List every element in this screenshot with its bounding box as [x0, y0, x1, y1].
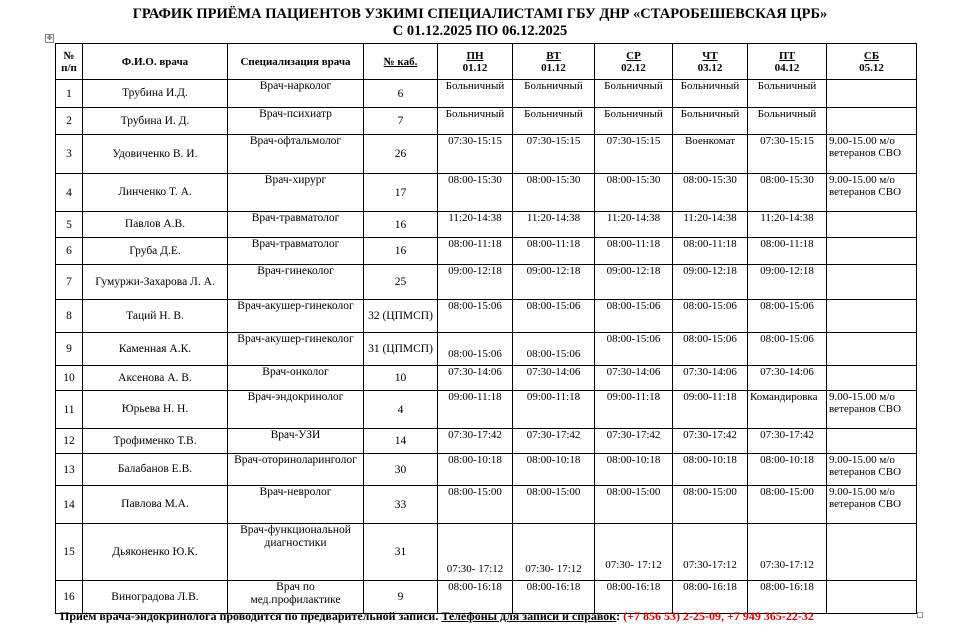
saturday-cell	[827, 300, 917, 333]
day-cell: 08:00-15:06	[513, 300, 595, 333]
day-cell: 08:00-15:30	[673, 174, 748, 212]
day-cell: 08:00-15:06	[595, 333, 673, 366]
day-cell: 08:00-15:06	[438, 333, 513, 366]
day-cell: Командировка	[748, 391, 827, 429]
row-num: 10	[56, 366, 83, 391]
day-cell: Больничный	[595, 80, 673, 108]
day-cell: 08:00-15:30	[595, 174, 673, 212]
day-cell: Больничный	[595, 108, 673, 135]
table-row	[56, 391, 917, 429]
row-num: 14	[56, 486, 83, 524]
day-cell: 07:30-17:42	[438, 429, 513, 454]
schedule-table	[55, 43, 917, 614]
day-cell: 09:00-12:18	[513, 265, 595, 300]
header-day-3: СР 02.12	[595, 44, 673, 80]
day-cell: 09:00-11:18	[595, 391, 673, 429]
day-cell: 08:00-15:00	[748, 486, 827, 524]
table-row	[56, 80, 917, 108]
day-cell: 08:00-11:18	[595, 238, 673, 265]
day-cell: 07:30-17:42	[748, 429, 827, 454]
day-cell: Больничный	[673, 80, 748, 108]
saturday-cell: 9.00-15.00 м/о ветеранов СВО	[827, 135, 917, 174]
footer-phones: (+7 856 53) 2-25-09, +7 949 365-22-32	[623, 609, 814, 623]
day-cell: Военкомат	[673, 135, 748, 174]
doctor-spec: Врач-акушер-гинеколог	[228, 333, 364, 366]
day-cell: 08:00-10:18	[748, 454, 827, 486]
doctor-spec: Врач-хирург	[228, 174, 364, 212]
saturday-cell	[827, 333, 917, 366]
room-number: 31	[364, 524, 438, 581]
day-cell: 11:20-14:38	[438, 212, 513, 238]
header-day-2: ВТ 01.12	[513, 44, 595, 80]
doctor-spec: Врач-травматолог	[228, 212, 364, 238]
row-num: 13	[56, 454, 83, 486]
day-cell: 08:00-16:18	[513, 581, 595, 614]
day-cell: 09:00-12:18	[748, 265, 827, 300]
day-cell: 07:30-14:06	[513, 366, 595, 391]
room-number: 4	[364, 391, 438, 429]
saturday-cell	[827, 429, 917, 454]
day-cell: 07:30-15:15	[595, 135, 673, 174]
row-num: 5	[56, 212, 83, 238]
doctor-spec: Врач-невролог	[228, 486, 364, 524]
day-cell: 07:30-17:42	[673, 429, 748, 454]
day-cell: 08:00-15:06	[748, 333, 827, 366]
day-cell: 08:00-11:18	[513, 238, 595, 265]
row-num: 6	[56, 238, 83, 265]
day-cell: 09:00-11:18	[513, 391, 595, 429]
day-cell: 08:00-15:00	[595, 486, 673, 524]
table-row	[56, 212, 917, 238]
row-num: 16	[56, 581, 83, 614]
room-number: 30	[364, 454, 438, 486]
header-day-5: ПТ 04.12	[748, 44, 827, 80]
saturday-cell	[827, 265, 917, 300]
day-cell: 07:30-17:12	[748, 524, 827, 581]
room-number: 17	[364, 174, 438, 212]
doctor-name: Гумуржи-Захарова Л. А.	[83, 265, 228, 300]
day-cell: 08:00-16:18	[595, 581, 673, 614]
day-cell: 07:30-14:06	[595, 366, 673, 391]
day-cell: Больничный	[513, 80, 595, 108]
header-day-6: СБ 05.12	[827, 44, 917, 80]
day-cell: 08:00-11:18	[438, 238, 513, 265]
day-cell: 08:00-16:18	[673, 581, 748, 614]
doctor-name: Линченко Т. А.	[83, 174, 228, 212]
day-cell: 07:30-15:15	[438, 135, 513, 174]
doctor-name: Дьяконенко Ю.К.	[83, 524, 228, 581]
room-number: 10	[364, 366, 438, 391]
day-cell: 08:00-15:00	[513, 486, 595, 524]
doctor-spec: Врач-эндокринолог	[228, 391, 364, 429]
day-cell: 08:00-15:30	[513, 174, 595, 212]
table-row	[56, 524, 917, 581]
day-cell: 08:00-15:06	[438, 300, 513, 333]
table-row	[56, 265, 917, 300]
table-resize-handle-icon[interactable]	[917, 612, 923, 618]
saturday-cell: 9.00-15.00 м/о ветеранов СВО	[827, 486, 917, 524]
row-num: 7	[56, 265, 83, 300]
row-num: 3	[56, 135, 83, 174]
day-cell: 08:00-15:06	[595, 300, 673, 333]
table-header-row	[56, 44, 917, 80]
table-row	[56, 135, 917, 174]
row-num: 1	[56, 80, 83, 108]
day-cell: 07:30-14:06	[748, 366, 827, 391]
doctor-name: Юрьева Н. Н.	[83, 391, 228, 429]
room-number: 7	[364, 108, 438, 135]
room-number: 31 (ЦПМСП)	[364, 333, 438, 366]
doctor-name: Павлов А.В.	[83, 212, 228, 238]
day-cell: 08:00-15:06	[673, 300, 748, 333]
room-number: 25	[364, 265, 438, 300]
footer-text: Приём врача-эндокринолога проводится по предварительной записи.	[60, 609, 439, 623]
row-num: 2	[56, 108, 83, 135]
table-move-handle-icon[interactable]: ✥	[46, 34, 53, 42]
doctor-spec: Врач-травматолог	[228, 238, 364, 265]
doctor-name: Трубина И. Д.	[83, 108, 228, 135]
table-row	[56, 366, 917, 391]
day-cell: 09:00-11:18	[438, 391, 513, 429]
room-number: 14	[364, 429, 438, 454]
document-title	[0, 6, 960, 40]
room-number: 32 (ЦПМСП)	[364, 300, 438, 333]
saturday-cell	[827, 212, 917, 238]
doctor-spec: Врач-психиатр	[228, 108, 364, 135]
table-row	[56, 238, 917, 265]
room-number: 33	[364, 486, 438, 524]
doctor-name: Таций Н. В.	[83, 300, 228, 333]
room-number: 26	[364, 135, 438, 174]
day-cell: 07:30- 17:12	[438, 524, 513, 581]
header-spec: Специализация врача	[228, 44, 364, 80]
day-cell: 08:00-10:18	[438, 454, 513, 486]
doctor-name: Каменная А.К.	[83, 333, 228, 366]
row-num: 9	[56, 333, 83, 366]
saturday-cell	[827, 108, 917, 135]
doctor-spec: Врач-функциональной диагностики	[228, 524, 364, 581]
doctor-name: Павлова М.А.	[83, 486, 228, 524]
saturday-cell: 9.00-15.00 м/о ветеранов СВО	[827, 174, 917, 212]
table-row	[56, 300, 917, 333]
doctor-name: Груба Д.Е.	[83, 238, 228, 265]
room-number: 16	[364, 212, 438, 238]
doctor-name: Трофименко Т.В.	[83, 429, 228, 454]
saturday-cell	[827, 80, 917, 108]
day-cell: 07:30-14:06	[673, 366, 748, 391]
doctor-name: Трубина И.Д.	[83, 80, 228, 108]
doctor-spec: Врач-онколог	[228, 366, 364, 391]
footer-note: Приём врача-эндокринолога проводится по предварительной записи. Телефоны для записи и справок: (+7 856 53) 2-25-09, +7 949 365-22-32	[60, 609, 814, 623]
day-cell: 08:00-16:18	[438, 581, 513, 614]
row-num: 4	[56, 174, 83, 212]
day-cell: 08:00-16:18	[748, 581, 827, 614]
room-number: 16	[364, 238, 438, 265]
header-name: Ф.И.О. врача	[83, 44, 228, 80]
table-row	[56, 486, 917, 524]
table-row	[56, 333, 917, 366]
title-line-1: ГРАФИК ПРИЁМА ПАЦИЕНТОВ УЗКИМІ СПЕЦИАЛИСТАМІ ГБУ ДНР «СТАРОБЕШЕВСКАЯ ЦРБ»	[132, 6, 828, 22]
doctor-name: Аксенова А. В.	[83, 366, 228, 391]
day-cell: 07:30- 17:12	[513, 524, 595, 581]
day-cell: Больничный	[748, 80, 827, 108]
day-cell: 11:20-14:38	[748, 212, 827, 238]
doctor-spec: Врач-акушер-гинеколог	[228, 300, 364, 333]
doctor-spec: Врач-оториноларинголог	[228, 454, 364, 486]
doctor-spec: Врач-нарколог	[228, 80, 364, 108]
day-cell: 09:00-12:18	[673, 265, 748, 300]
doctor-name: Удовиченко В. И.	[83, 135, 228, 174]
day-cell: Больничный	[748, 108, 827, 135]
room-number: 9	[364, 581, 438, 614]
saturday-cell: 9.00-15.00 м/о ветеранов СВО	[827, 454, 917, 486]
day-cell: 08:00-15:06	[748, 300, 827, 333]
day-cell: Больничный	[673, 108, 748, 135]
row-num: 12	[56, 429, 83, 454]
saturday-cell	[827, 524, 917, 581]
row-num: 8	[56, 300, 83, 333]
day-cell: 08:00-10:18	[513, 454, 595, 486]
footer-phones-label: Телефоны для записи и справок	[441, 609, 617, 623]
day-cell: 07:30-14:06	[438, 366, 513, 391]
saturday-cell	[827, 238, 917, 265]
doctor-spec: Врач-УЗИ	[228, 429, 364, 454]
header-room: № каб.	[364, 44, 438, 80]
day-cell: 08:00-11:18	[673, 238, 748, 265]
doctor-spec: Врач по мед.профилактике	[228, 581, 364, 614]
row-num: 15	[56, 524, 83, 581]
doctor-spec: Врач-гинеколог	[228, 265, 364, 300]
day-cell: 08:00-15:00	[438, 486, 513, 524]
day-cell: 09:00-12:18	[595, 265, 673, 300]
day-cell: 07:30- 17:12	[595, 524, 673, 581]
header-day-4: ЧТ 03.12	[673, 44, 748, 80]
day-cell: 07:30-17:12	[673, 524, 748, 581]
day-cell: 11:20-14:38	[513, 212, 595, 238]
doctor-spec: Врач-офтальмолог	[228, 135, 364, 174]
table-row	[56, 174, 917, 212]
doctor-name: Виноградова Л.В.	[83, 581, 228, 614]
table-row	[56, 108, 917, 135]
day-cell: 08:00-15:06	[673, 333, 748, 366]
day-cell: 08:00-15:00	[673, 486, 748, 524]
day-cell: Больничный	[438, 108, 513, 135]
doctor-name: Балабанов Е.В.	[83, 454, 228, 486]
saturday-cell: 9.00-15.00 м/о ветеранов СВО	[827, 391, 917, 429]
header-day-1: ПН 01.12	[438, 44, 513, 80]
day-cell: 08:00-10:18	[595, 454, 673, 486]
day-cell: 08:00-15:30	[748, 174, 827, 212]
day-cell: Больничный	[438, 80, 513, 108]
day-cell: 11:20-14:38	[595, 212, 673, 238]
day-cell: 07:30-15:15	[513, 135, 595, 174]
room-number: 6	[364, 80, 438, 108]
table-row	[56, 429, 917, 454]
day-cell: 07:30-17:42	[513, 429, 595, 454]
day-cell: 08:00-15:06	[513, 333, 595, 366]
table-row	[56, 454, 917, 486]
day-cell: 08:00-15:30	[438, 174, 513, 212]
day-cell: 09:00-11:18	[673, 391, 748, 429]
title-line-2: С 01.12.2025 ПО 06.12.2025	[392, 23, 568, 39]
day-cell: 08:00-11:18	[748, 238, 827, 265]
day-cell: Больничный	[513, 108, 595, 135]
day-cell: 07:30-15:15	[748, 135, 827, 174]
row-num: 11	[56, 391, 83, 429]
header-num: № п/п	[56, 44, 83, 80]
day-cell: 11:20-14:38	[673, 212, 748, 238]
day-cell: 08:00-10:18	[673, 454, 748, 486]
day-cell: 09:00-12:18	[438, 265, 513, 300]
day-cell: 07:30-17:42	[595, 429, 673, 454]
saturday-cell	[827, 366, 917, 391]
